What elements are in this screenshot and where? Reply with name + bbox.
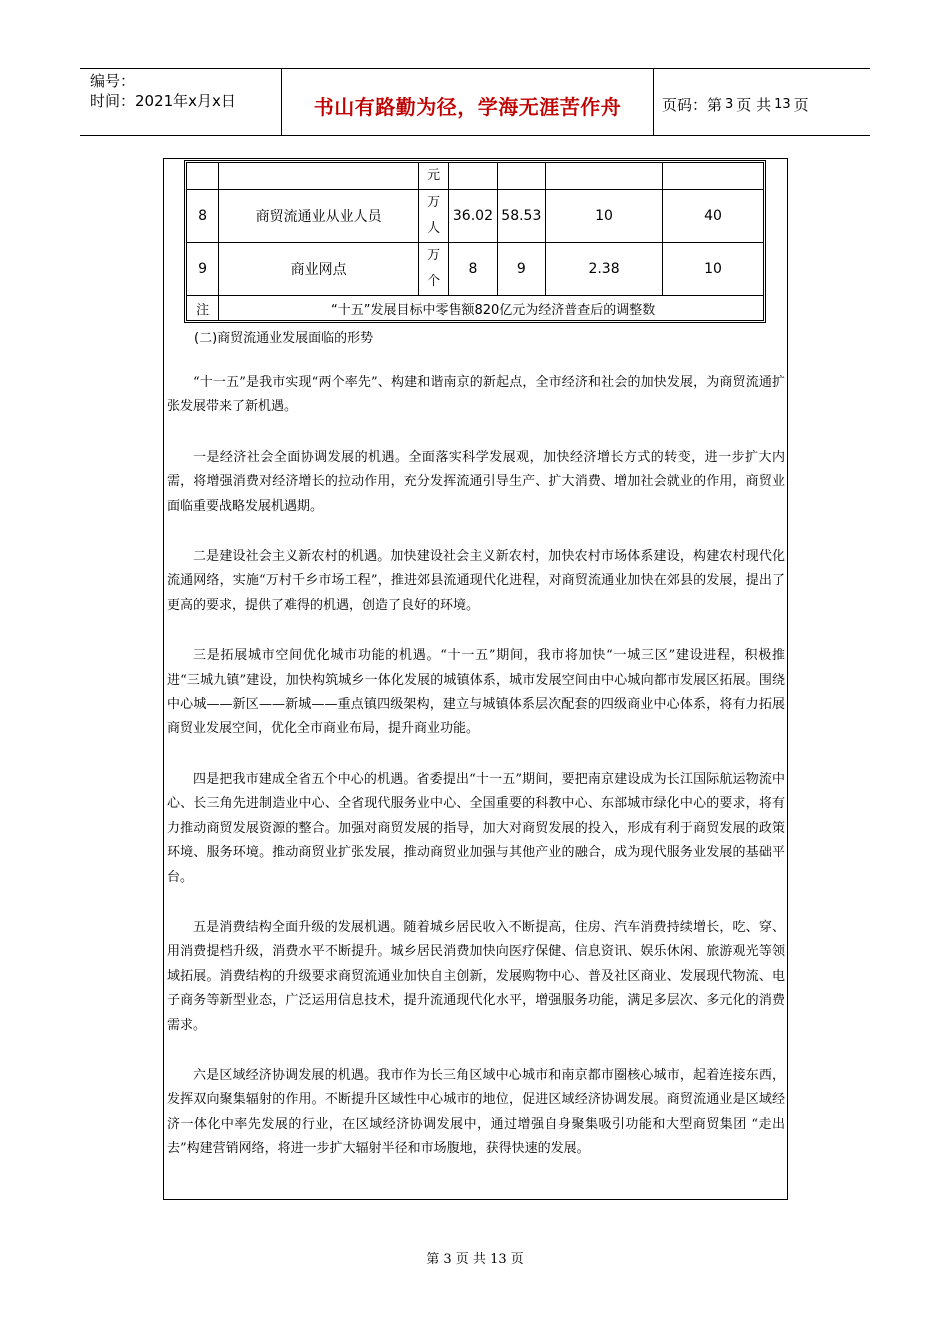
paragraph: 六是区域经济协调发展的机遇。我市作为长三角区域中心城市和南京都市圈核心城市，起着连接东西，发挥双向聚集辐射的作用。不断提升区域性中心城市的地位，促进区域经济协调发展。商贸流通业是区域经济一体化中率先发展的行业，在区域经济协调发展中，通过增强自身聚集吸引功能和大型商贸集团 “走出去”构建营销网络，将进一步扩大辐射半径和市场腹地，获得快速的发展。 — [167, 1067, 785, 1157]
row-name: 商业网点 — [219, 243, 419, 296]
value-cell: 40 — [663, 190, 764, 243]
content-frame — [163, 158, 788, 1200]
paragraph: 二是建设社会主义新农村的机遇。加快建设社会主义新农村，加快农村市场体系建设，构建农村现代化流通网络，实施“万村千乡市场工程”，推进郊县流通现代化进程，对商贸流通业加快在郊县的发展，提出了更高的要求，提供了难得的机遇，创造了良好的环境。 — [167, 549, 785, 613]
table-note-row — [187, 296, 764, 321]
value-cell: 10 — [546, 190, 663, 243]
row-number: 8 — [187, 190, 219, 243]
unit-cell — [418, 243, 448, 296]
date-line: 时间：2021年x月x日 — [90, 92, 236, 110]
page-total: 13 — [774, 96, 791, 112]
body-text — [167, 371, 785, 1188]
row-name: 商贸流通业从业人员 — [219, 190, 419, 243]
note-label: 注 — [187, 296, 219, 321]
statistics-table — [186, 162, 764, 321]
note-text: “十五”发展目标中零售额820亿元为经济普查后的调整数 — [219, 296, 764, 321]
value-cell: 36.02 — [449, 190, 497, 243]
unit-cell: 元 — [418, 163, 448, 190]
unit-line-1: 万 — [427, 248, 441, 263]
paragraph: “十一五”是我市实现“两个率先”、构建和谐南京的新起点，全市经济和社会的加快发展，为商贸流通扩张发展带来了新机遇。 — [167, 375, 785, 415]
unit-line-2: 个 — [427, 274, 441, 289]
page-mid: 页 共 — [736, 95, 772, 114]
paragraph: 三是拓展城市空间优化城市功能的机遇。“十一五”期间，我市将加快“一城三区”建设进程，积极推进“三城九镇”建设，加快构筑城乡一体化发展的城镇体系，城市发展空间由中心城向都市发展区拓展。围绕中心城——新区——新城——重点镇四级架构，建立与城镇体系层次配套的四级商业中心体系，将有力拓展商贸业发展空间，优化全市商业布局，提升商业功能。 — [167, 648, 785, 737]
table-row — [187, 163, 764, 190]
unit-line-1: 万 — [427, 195, 441, 210]
page-header — [80, 68, 870, 136]
value-cell: 8 — [449, 243, 497, 296]
section-subheading: (二)商贸流通业发展面临的形势 — [194, 331, 374, 346]
paragraph: 一是经济社会全面协调发展的机遇。全面落实科学发展观，加快经济增长方式的转变，进一步扩大内需，将增强消费对经济增长的拉动作用，充分发挥流通引导生产、扩大消费、增加社会就业的作用，商贸业面临重要战略发展机遇期。 — [167, 449, 785, 514]
footer-suffix: 页 — [510, 1252, 524, 1267]
row-number: 9 — [187, 243, 219, 296]
page-prefix: 页码：第 — [662, 95, 723, 114]
footer-current: 3 — [443, 1252, 452, 1267]
table-row — [187, 190, 764, 243]
value-cell: 10 — [663, 243, 764, 296]
footer-total: 13 — [490, 1252, 507, 1267]
value-cell: 2.38 — [546, 243, 663, 296]
value-cell: 58.53 — [497, 190, 545, 243]
header-page-info — [654, 69, 870, 135]
unit-line-2: 人 — [427, 221, 441, 236]
header-slogan: 书山有路勤为径，学海无涯苦作舟 — [282, 69, 654, 135]
header-meta — [80, 69, 282, 135]
table-row — [187, 243, 764, 296]
unit-cell — [418, 190, 448, 243]
footer-mid: 页 共 — [455, 1252, 486, 1267]
value-cell: 9 — [497, 243, 545, 296]
page-footer — [0, 1248, 950, 1267]
paragraph: 五是消费结构全面升级的发展机遇。随着城乡居民收入不断提高，住房、汽车消费持续增长，吃、穿、用消费提档升级，消费水平不断提升。城乡居民消费加快向医疗保健、信息资讯、娱乐休闲、旅游观光等领域拓展。消费结构的升级要求商贸流通业加快自主创新，发展购物中心、普及社区商业、发展现代物流、电子商务等新型业态，广泛运用信息技术，提升流通现代化水平，增强服务功能，满足多层次、多元化的消费需求。 — [167, 919, 785, 1033]
number-label: 编号： — [90, 72, 136, 90]
page-suffix: 页 — [793, 95, 809, 114]
page-current: 3 — [725, 96, 734, 112]
paragraph: 四是把我市建成全省五个中心的机遇。省委提出“十一五”期间，要把南京建设成为长江国际航运物流中心、长三角先进制造业中心、全省现代服务业中心、全国重要的科教中心、东部城市绿化中心的要求，将有力推动商贸发展资源的整合。加强对商贸发展的指导，加大对商贸发展的投入，形成有利于商贸发展的政策环境、服务环境。推动商贸业扩张发展，推动商贸业加强与其他产业的融合，成为现代服务业发展的基础平台。 — [167, 771, 785, 885]
footer-prefix: 第 — [426, 1252, 440, 1267]
